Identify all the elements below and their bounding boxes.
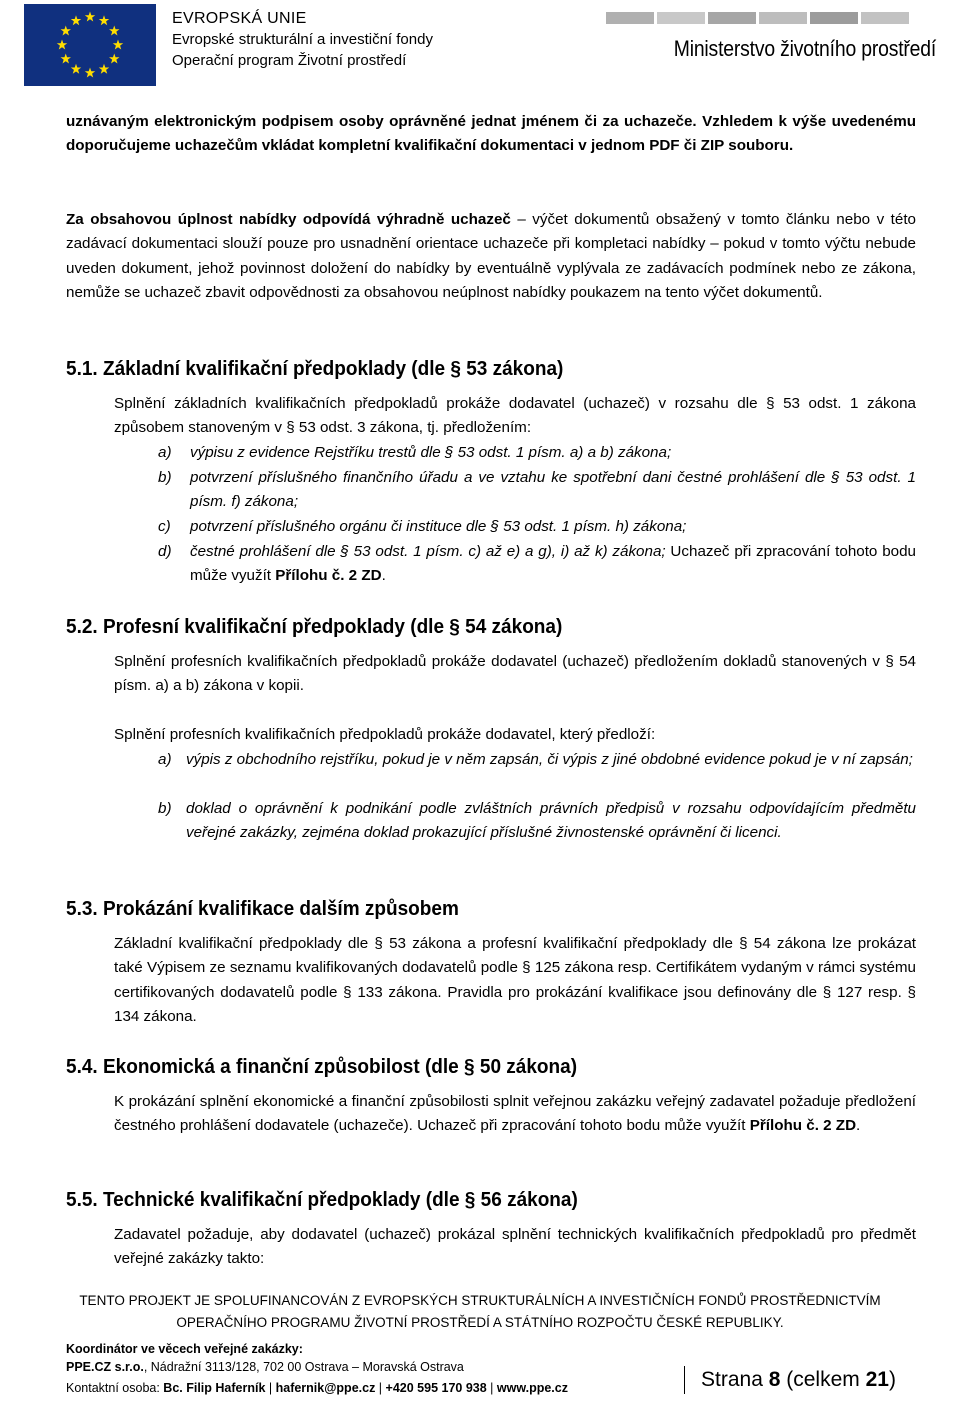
ministry-logo-bar (603, 12, 936, 24)
footer-note-line-2: OPERAČNÍHO PROGRAMU ŽIVOTNÍ PROSTŘEDÍ A STÁTNÍHO ROZPOČTU ČESKÉ REPUBLIKY. (176, 1315, 784, 1330)
s51-paragraph: Splnění základních kvalifikačních předpokladů prokáže dodavatel (uchazeč) v rozsahu dle § 53 odst. 1 zákona způsobem stanoveným v § 53 odst. 3 zákona, tj. předložením: (114, 395, 916, 437)
page-number (684, 1366, 896, 1394)
s52-paragraph-1: Splnění profesních kvalifikačních předpokladů prokáže dodavatel (uchazeč) předložením dokladů stanovených v § 54 písm. a) a b) zákona v kopii. (114, 653, 916, 695)
ministry-logo-text: Ministerstvo životního prostředí (673, 36, 936, 61)
list-text: výpisu z evidence Rejstříku trestů dle § 53 odst. 1 písm. a) a b) zákona; (190, 444, 672, 461)
s52-item-b (114, 797, 916, 846)
s54-end: . (856, 1117, 861, 1135)
section-heading-5-5: 5.5. Technické kvalifikační předpoklady (dle § 56 zákona) (66, 1189, 578, 1211)
intro-paragraph-bold: uznávaným elektronickým podpisem osoby oprávněné jednat jménem či za uchazeče. Vzhledem k výše uvedenému doporučujeme uchazečům vkládat kompletní kvalifikační dokumentaci v jednom PDF či ZIP souboru. (66, 113, 916, 155)
s51-d-tail: Uchazeč při zpracování tohoto bodu může využít (190, 543, 916, 585)
page-mid: (celkem (780, 1368, 866, 1391)
footer-cofinancing-note (0, 1290, 960, 1334)
s54-paragraph (114, 1090, 916, 1139)
s51-item-a (114, 441, 916, 465)
contact-person: Bc. Filip Haferník (163, 1381, 266, 1395)
section-heading-5-4: 5.4. Ekonomická a finanční způsobilost (dle § 50 zákona) (66, 1056, 578, 1078)
s51-d-end: . (381, 567, 386, 585)
intro-paragraph (66, 208, 916, 306)
section-heading-5-1: 5.1. Základní kvalifikační předpoklady (dle § 53 zákona) (66, 358, 564, 380)
footer-note-line-1: TENTO PROJEKT JE SPOLUFINANCOVÁN Z EVROPSKÝCH STRUKTURÁLNÍCH A INVESTIČNÍCH FONDŮ PROSTŘEDNICTVÍM (79, 1293, 881, 1308)
eu-text-block (172, 8, 433, 71)
s51-item-c (114, 515, 916, 539)
list-text: potvrzení příslušného finančního úřadu a ve vztahu ke spotřební dani čestné prohlášení dle § 53 odst. 1 písm. f) zákona; (190, 469, 916, 511)
footer-company (66, 1360, 464, 1374)
list-marker: c) (158, 518, 171, 535)
s51-item-b (114, 466, 916, 515)
eu-flag-icon (24, 4, 156, 86)
footer-contact: Kontaktní osoba: Bc. Filip Haferník | hafernik@ppe.cz | +420 595 170 938 | www.ppe.cz (66, 1381, 568, 1395)
list-marker: d) (158, 543, 172, 560)
eu-title: EVROPSKÁ UNIE (172, 10, 307, 27)
contact-phone: +420 595 170 938 (385, 1381, 487, 1395)
eu-funds-line: Evropské strukturální a investiční fondy (172, 31, 433, 48)
intro-rest: – výčet dokumentů obsažený v tomto článku nebo v této zadávací dokumentaci slouží pouze pro usnadnění orientace uchazeče při kompletaci nabídky – pokud v tomto výčtu nebude uveden dokument, jehož povinnost doložení do nabídky by eventuálně vyplývala ze zadávacích podmínek nebo ze zákona, nemůže se uchazeč zbavit odpovědnosti za obsahovou neúplnost nabídky poukazem na tento výčet dokumentů. (66, 211, 916, 302)
contact-label: Kontaktní osoba: (66, 1381, 164, 1395)
list-marker: a) (158, 444, 172, 461)
s53-paragraph: Základní kvalifikační předpoklady dle § 53 zákona a profesní kvalifikační předpoklady dle § 54 zákona lze prokázat také Výpisem ze seznamu kvalifikovaných dodavatelů podle § 125 zákona resp. Certifikátem vydaným v rámci systému certifikovaných dodavatelů podle § 133 zákona. Pravidla pro prokázání kvalifikace jsou definovány dle § 127 resp. § 134 zákona. (114, 935, 916, 1026)
attachment-ref: Přílohu č. 2 ZD (275, 567, 382, 585)
attachment-ref: Přílohu č. 2 ZD (749, 1117, 857, 1135)
s52-item-a (114, 748, 916, 772)
s51-item-d (114, 540, 916, 589)
list-marker: b) (158, 469, 172, 486)
page-prefix: Strana (701, 1368, 769, 1391)
contact-web[interactable]: www.ppe.cz (496, 1381, 568, 1395)
contact-email[interactable]: hafernik@ppe.cz (275, 1381, 376, 1395)
s55-paragraph: Zadavatel požaduje, aby dodavatel (uchazeč) prokázal splnění technických kvalifikačních předpokladů pro předmět veřejné zakázky takto: (114, 1226, 916, 1268)
list-text: potvrzení příslušného orgánu či instituce dle § 53 odst. 1 písm. h) zákona; (190, 518, 687, 535)
eu-flag-logo (24, 4, 156, 86)
page-current: 8 (768, 1368, 781, 1391)
company-name: PPE.CZ s.r.o. (66, 1360, 144, 1374)
list-text: čestné prohlášení dle § 53 odst. 1 písm. c) až e) a g), i) až k) zákona; (190, 543, 666, 560)
list-marker: a) (158, 751, 172, 768)
list-text: výpis z obchodního rejstříku, pokud je v něm zapsán, či výpis z jiné obdobné evidence pokud je v ní zapsán; (186, 751, 913, 768)
page-suffix: ) (888, 1368, 896, 1391)
page-total: 21 (865, 1368, 889, 1391)
section-heading-5-3: 5.3. Prokázání kvalifikace dalším způsobem (66, 898, 459, 920)
eu-program-line: Operační program Životní prostředí (172, 52, 407, 69)
intro-emphasis: Za obsahovou úplnost nabídky odpovídá výhradně uchazeč (66, 211, 511, 228)
s54-text: K prokázání splnění ekonomické a finanční způsobilosti splnit veřejnou zakázku veřejný zadavatel požaduje předložení čestného prohlášení dodavatele (uchazeče). Uchazeč při zpracování tohoto bodu může využít (114, 1093, 916, 1135)
list-text: doklad o oprávnění k podnikání podle zvláštních právních předpisů v rozsahu odpovídajícím předmětu veřejné zakázky, zejména doklad prokazující příslušné živnostenské oprávnění či licenci. (186, 800, 916, 842)
section-heading-5-2: 5.2. Profesní kvalifikační předpoklady (dle § 54 zákona) (66, 616, 563, 638)
s52-paragraph-2: Splnění profesních kvalifikačních předpokladů prokáže dodavatel, který předloží: (114, 726, 656, 743)
company-address: , Nádražní 3113/128, 702 00 Ostrava – Moravská Ostrava (143, 1360, 464, 1374)
footer-coordinator-label: Koordinátor ve věcech veřejné zakázky: (66, 1342, 303, 1356)
list-marker: b) (158, 800, 172, 817)
